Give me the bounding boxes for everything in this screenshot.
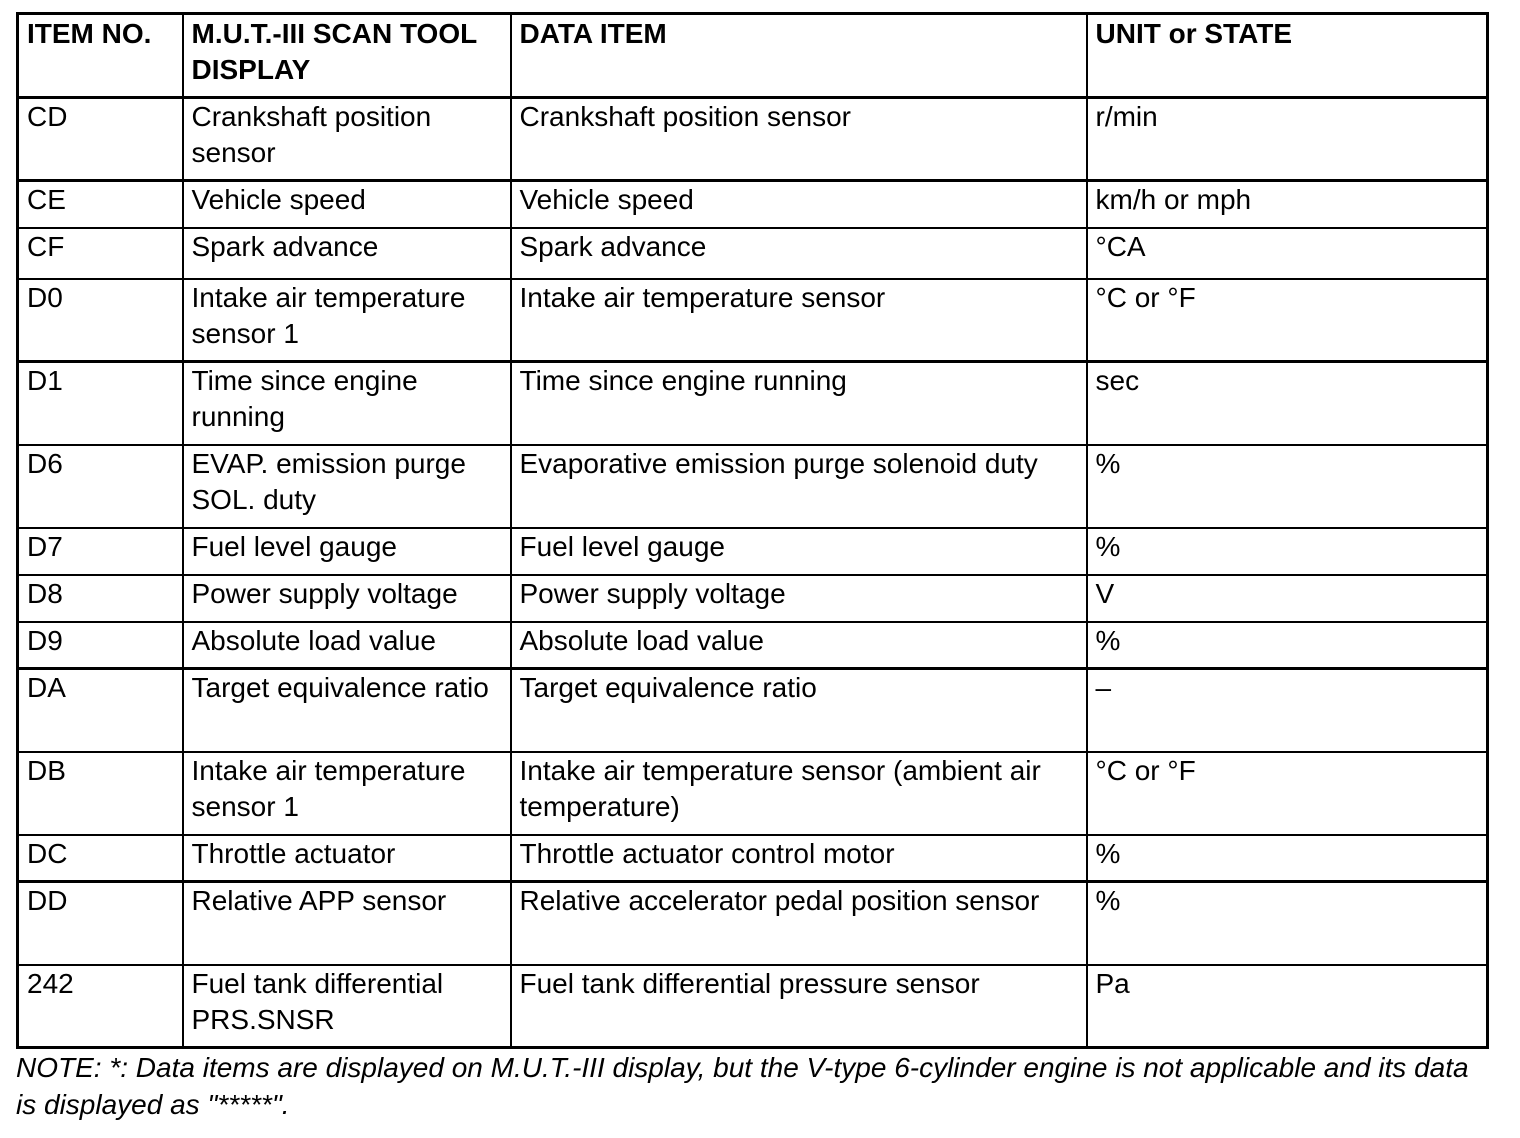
cell-data-item: Vehicle speed: [511, 181, 1087, 228]
cell-display: Intake air temperature sensor 1: [183, 279, 511, 362]
table-row: [18, 445, 1488, 528]
cell-data-item: Crankshaft position sensor: [511, 98, 1087, 181]
table-row: [18, 882, 1488, 965]
cell-unit: %: [1087, 528, 1488, 575]
cell-unit: Pa: [1087, 965, 1488, 1048]
cell-data-item: Evaporative emission purge solenoid duty: [511, 445, 1087, 528]
header-unit-or-state: UNIT or STATE: [1087, 14, 1488, 98]
cell-display: Time since engine running: [183, 362, 511, 445]
table-row: [18, 228, 1488, 279]
cell-display: Throttle actuator: [183, 835, 511, 882]
cell-display: Fuel level gauge: [183, 528, 511, 575]
cell-item: D8: [18, 575, 183, 622]
header-scan-tool-display: M.U.T.-III SCAN TOOL DISPLAY: [183, 14, 511, 98]
cell-unit: km/h or mph: [1087, 181, 1488, 228]
cell-display: Crankshaft position sensor: [183, 98, 511, 181]
cell-unit: V: [1087, 575, 1488, 622]
cell-data-item: Intake air temperature sensor: [511, 279, 1087, 362]
table-row: [18, 835, 1488, 882]
cell-data-item: Power supply voltage: [511, 575, 1087, 622]
cell-data-item: Intake air temperature sensor (ambient air temperature): [511, 752, 1087, 835]
cell-display: Spark advance: [183, 228, 511, 279]
table-note: NOTE: *: Data items are displayed on M.U.T.-III display, but the V-type 6-cylinder engine is not applicable and its data is displayed as "*****".: [16, 1052, 1469, 1120]
cell-display: Fuel tank differential PRS.SNSR: [183, 965, 511, 1048]
data-table-container: [16, 12, 1486, 1049]
header-item-no: ITEM NO.: [18, 14, 183, 98]
cell-display: Intake air temperature sensor 1: [183, 752, 511, 835]
table-row: [18, 965, 1488, 1048]
cell-data-item: Target equivalence ratio: [511, 669, 1087, 752]
cell-unit: r/min: [1087, 98, 1488, 181]
cell-item: D0: [18, 279, 183, 362]
cell-display: Vehicle speed: [183, 181, 511, 228]
cell-display: Power supply voltage: [183, 575, 511, 622]
cell-data-item: Fuel tank differential pressure sensor: [511, 965, 1087, 1048]
cell-data-item: Fuel level gauge: [511, 528, 1087, 575]
table-row: [18, 362, 1488, 445]
header-data-item: DATA ITEM: [511, 14, 1087, 98]
table-row: [18, 98, 1488, 181]
cell-item: DB: [18, 752, 183, 835]
cell-item: D7: [18, 528, 183, 575]
cell-item: CF: [18, 228, 183, 279]
cell-display: EVAP. emission purge SOL. duty: [183, 445, 511, 528]
table-row: [18, 181, 1488, 228]
cell-unit: %: [1087, 882, 1488, 965]
cell-item: 242: [18, 965, 183, 1048]
cell-unit: sec: [1087, 362, 1488, 445]
cell-data-item: Time since engine running: [511, 362, 1087, 445]
cell-item: D6: [18, 445, 183, 528]
table-row: [18, 575, 1488, 622]
cell-item: CE: [18, 181, 183, 228]
cell-unit: °CA: [1087, 228, 1488, 279]
cell-item: DD: [18, 882, 183, 965]
cell-unit: °C or °F: [1087, 279, 1488, 362]
cell-data-item: Relative accelerator pedal position sensor: [511, 882, 1087, 965]
cell-unit: %: [1087, 622, 1488, 669]
cell-unit: %: [1087, 445, 1488, 528]
cell-display: Relative APP sensor: [183, 882, 511, 965]
data-item-table: [16, 12, 1489, 1049]
cell-item: CD: [18, 98, 183, 181]
cell-unit: %: [1087, 835, 1488, 882]
cell-data-item: Spark advance: [511, 228, 1087, 279]
cell-display: Target equivalence ratio: [183, 669, 511, 752]
cell-item: DC: [18, 835, 183, 882]
cell-item: DA: [18, 669, 183, 752]
cell-display: Absolute load value: [183, 622, 511, 669]
table-row: [18, 669, 1488, 752]
cell-item: D1: [18, 362, 183, 445]
table-row: [18, 622, 1488, 669]
cell-unit: –: [1087, 669, 1488, 752]
cell-item: D9: [18, 622, 183, 669]
cell-unit: °C or °F: [1087, 752, 1488, 835]
table-row: [18, 279, 1488, 362]
cell-data-item: Throttle actuator control motor: [511, 835, 1087, 882]
table-header-row: [18, 14, 1488, 98]
table-row: [18, 752, 1488, 835]
table-row: [18, 528, 1488, 575]
cell-data-item: Absolute load value: [511, 622, 1087, 669]
